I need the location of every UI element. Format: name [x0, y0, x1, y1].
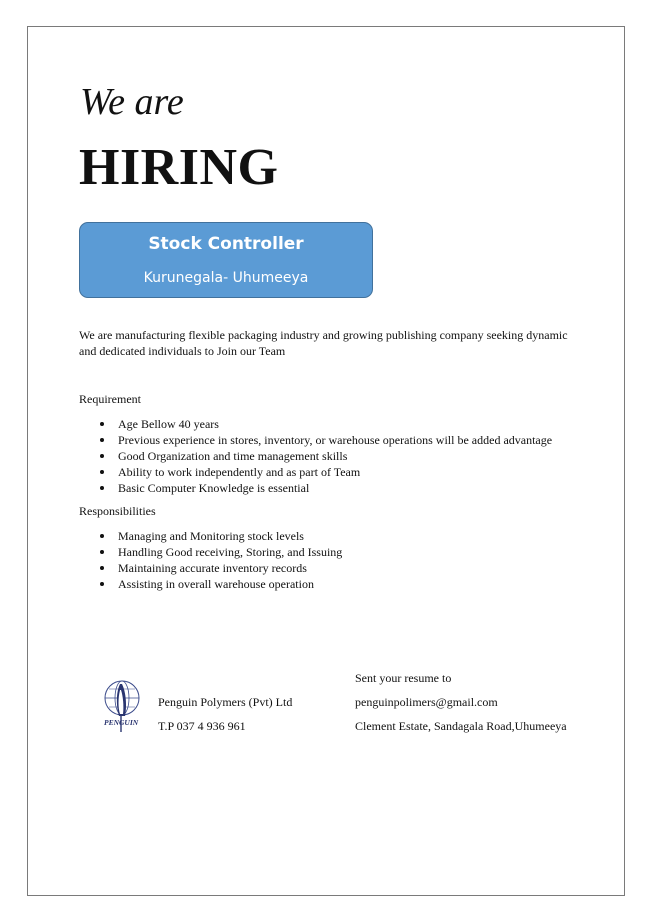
responsibilities-list [79, 528, 342, 592]
list-item: Good Organization and time management skills [118, 448, 552, 464]
contact-email[interactable]: penguinpolimers@gmail.com [355, 695, 498, 709]
job-location: Kurunegala- Uhumeeya [143, 270, 309, 286]
penguin-logo-icon [100, 676, 158, 734]
contact-address: Clement Estate, Sandagala Road,Uhumeeya [355, 719, 567, 733]
resume-prompt: Sent your resume to [355, 671, 452, 685]
job-title: Stock Controller [148, 234, 304, 254]
requirements-list [79, 416, 552, 496]
logo-text: PENGUIN [104, 718, 139, 727]
headline-hiring: HIRING [79, 139, 279, 196]
company-name: Penguin Polymers (Pvt) Ltd [158, 695, 293, 709]
list-item: Assisting in overall warehouse operation [118, 576, 342, 592]
headline-we-are: We are [80, 81, 184, 123]
list-item: Managing and Monitoring stock levels [118, 528, 342, 544]
intro-paragraph: We are manufacturing flexible packaging industry and growing publishing company seeking dynamic and dedicated individuals to Join our Team [79, 328, 568, 358]
list-item: Ability to work independently and as part of Team [118, 464, 552, 480]
requirements-title: Requirement [79, 392, 141, 406]
list-item: Maintaining accurate inventory records [118, 560, 342, 576]
list-item: Basic Computer Knowledge is essential [118, 480, 552, 496]
list-item: Handling Good receiving, Storing, and Issuing [118, 545, 343, 559]
job-title-box [79, 222, 373, 298]
company-phone: T.P 037 4 936 961 [158, 719, 246, 733]
responsibilities-title: Responsibilities [79, 504, 156, 518]
list-item: Age Bellow 40 years [118, 416, 552, 432]
list-item: Previous experience in stores, inventory, or warehouse operations will be added advantage [118, 433, 553, 447]
